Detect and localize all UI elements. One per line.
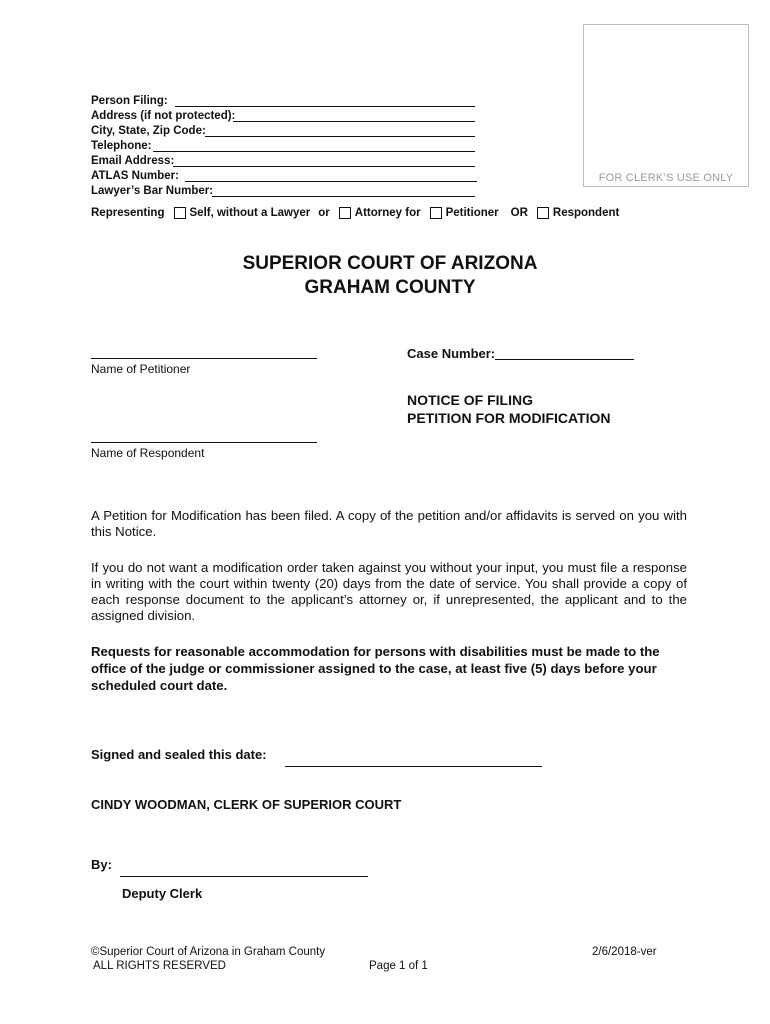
telephone-label: Telephone:: [91, 140, 152, 152]
by-label: By:: [91, 857, 112, 872]
footer-version: 2/6/2018-ver: [592, 946, 657, 958]
person-filing-label: Person Filing:: [91, 95, 168, 107]
respondent-name-label: Name of Respondent: [91, 446, 205, 460]
atlas-number-label: ATLAS Number:: [91, 170, 179, 182]
signed-date-line[interactable]: [285, 766, 542, 767]
deputy-clerk-label: Deputy Clerk: [122, 886, 203, 901]
person-filing-line: [175, 106, 475, 107]
representing-label: Representing: [91, 207, 165, 219]
paragraph-response-instructions: If you do not want a modification order taken against you without your input, you must file a response in writing with the court within twenty (20) days from the date of service. You shall provide a copy of each response document to the applicant’s attorney or, if unrepresented, the applicant and to the assigned division.: [91, 560, 687, 623]
bar-number-line: [212, 196, 475, 197]
footer-rights: ALL RIGHTS RESERVED: [93, 960, 226, 972]
address-line: [233, 121, 475, 122]
case-number-line[interactable]: [495, 359, 634, 360]
telephone-field[interactable]: [91, 139, 151, 154]
clerk-name: CINDY WOODMAN, CLERK OF SUPERIOR COURT: [91, 797, 402, 812]
attorney-label: Attorney for: [354, 207, 421, 219]
petitioner-checkbox[interactable]: [430, 207, 442, 219]
or-caps-label: OR: [510, 207, 528, 219]
email-field[interactable]: [91, 154, 174, 169]
bar-number-field[interactable]: [91, 184, 213, 199]
clerk-use-label: FOR CLERK’S USE ONLY: [598, 172, 734, 184]
email-label: Email Address:: [91, 155, 175, 167]
footer-copyright: ©Superior Court of Arizona in Graham County: [91, 946, 326, 958]
self-label: Self, without a Lawyer: [189, 207, 311, 219]
signed-sealed-label: Signed and sealed this date:: [91, 747, 267, 762]
case-number-label: Case Number:: [407, 346, 496, 361]
attorney-checkbox[interactable]: [339, 207, 351, 219]
notice-title-line2: PETITION FOR MODIFICATION: [407, 410, 611, 426]
petitioner-label: Petitioner: [445, 207, 499, 219]
telephone-line: [153, 151, 475, 152]
petitioner-name-line[interactable]: [91, 358, 317, 359]
atlas-number-line: [185, 181, 477, 182]
city-state-zip-label: City, State, Zip Code:: [91, 125, 206, 137]
paragraph-petition-filed: A Petition for Modification has been filed. A copy of the petition and/or affidavits is served on you with this Notice.: [91, 508, 687, 539]
address-label: Address (if not protected):: [91, 110, 236, 122]
city-state-zip-field[interactable]: [91, 124, 206, 139]
city-state-zip-line: [205, 136, 475, 137]
bar-number-label: Lawyer’s Bar Number:: [91, 185, 214, 197]
email-line: [173, 166, 475, 167]
petitioner-name-label: Name of Petitioner: [91, 362, 191, 376]
footer-page-number: Page 1 of 1: [369, 960, 428, 972]
person-filing-field[interactable]: [91, 94, 168, 109]
respondent-name-line[interactable]: [91, 442, 317, 443]
or-label: or: [318, 207, 330, 219]
address-field[interactable]: [91, 109, 235, 124]
notice-title-line1: NOTICE OF FILING: [407, 392, 533, 408]
atlas-number-field[interactable]: [91, 169, 179, 184]
self-checkbox[interactable]: [174, 207, 186, 219]
case-number-field[interactable]: [407, 346, 495, 361]
respondent-label: Respondent: [552, 207, 620, 219]
representing-row: [91, 207, 619, 219]
court-title: SUPERIOR COURT OF ARIZONA: [242, 253, 538, 274]
paragraph-accommodation: Requests for reasonable accommodation for persons with disabilities must be made to the office of the judge or commissioner assigned to the case, at least five (5) days before your scheduled court date.: [91, 644, 660, 693]
respondent-checkbox[interactable]: [537, 207, 549, 219]
county-title: GRAHAM COUNTY: [304, 277, 476, 298]
clerk-use-box: [583, 24, 749, 187]
deputy-signature-line[interactable]: [120, 876, 368, 877]
